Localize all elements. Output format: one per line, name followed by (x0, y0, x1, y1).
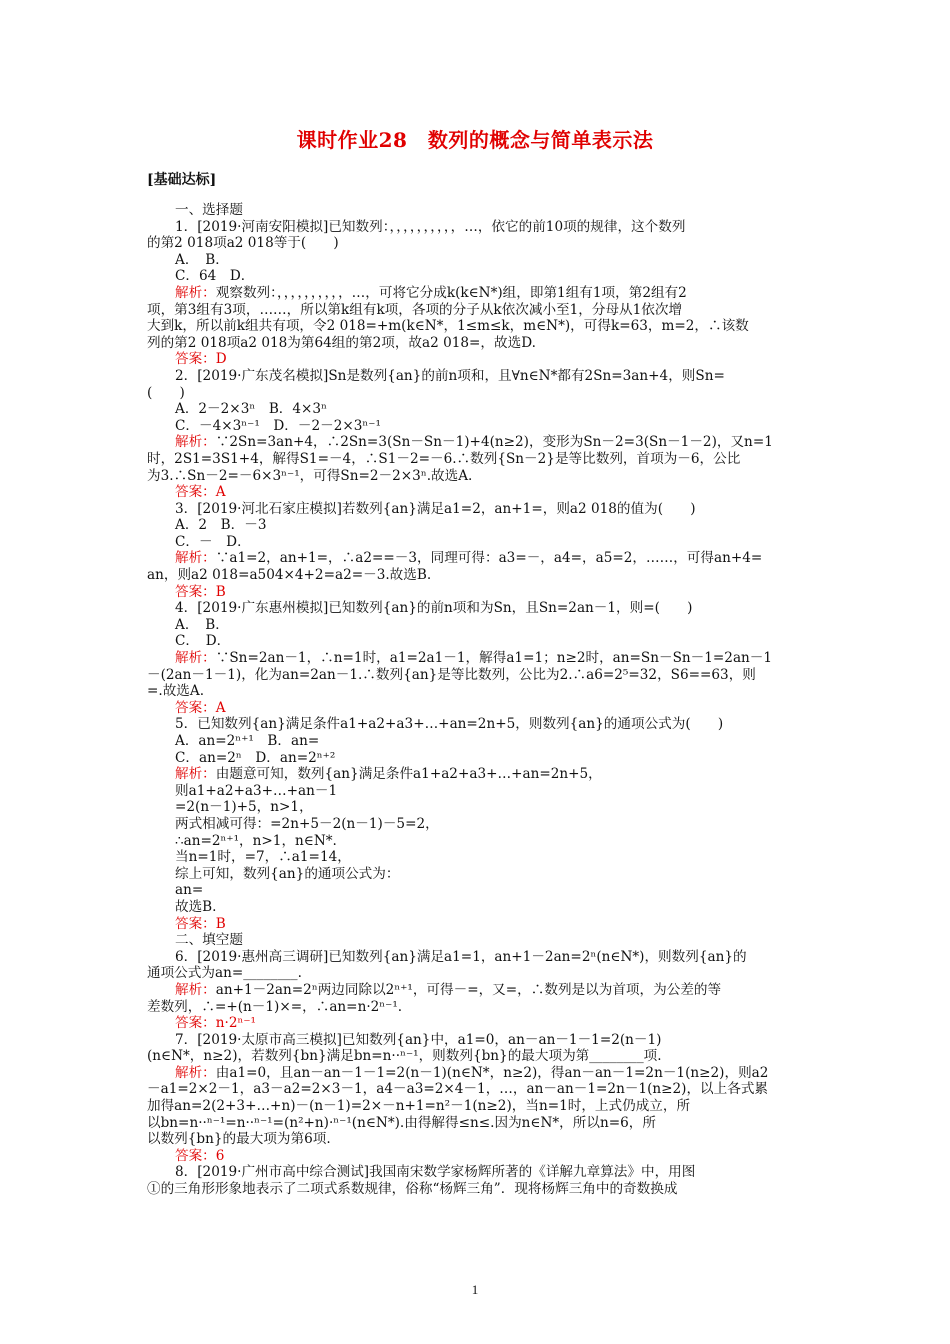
text-line (147, 650, 808, 667)
text-line: 通项公式为an=________. (147, 965, 302, 982)
text-line: －(2an－1－1)，化为an=2an－1.∴数列{an}是等比数列，公比为2.∴a6=2⁵=32，S6==63，则 (147, 666, 756, 683)
line-text: 由a1=0，且an－an－1－1=2(n－1)(n∈N*，n≥2)，得an－an－1=2n－1(n≥2)，则a2 (215, 1064, 769, 1081)
text-line (147, 1015, 808, 1032)
text-line: 综上可知，数列{an}的通项公式为： (175, 865, 400, 882)
text-line: A． B． (175, 251, 229, 268)
line-text: 由题意可知，数列{an}满足条件a1+a2+a3+…+an=2n+5， (215, 766, 602, 783)
text-line: A．2 B．－3 (175, 517, 267, 534)
line-text: ∵a1=2，an+1=，∴a2==－3，同理可得：a3=－，a4=，a5=2，……，可得an+4= (215, 550, 763, 567)
document-body (147, 172, 808, 1198)
text-line: 一、选择题 (175, 202, 243, 218)
text-line (147, 584, 808, 601)
text-line: 列的第2 018项a2 018为第64组的第2项，故a2 018=，故选D. (147, 334, 536, 351)
text-lines (147, 202, 808, 1198)
text-line: 当n=1时，=7，∴a1=14， (175, 849, 351, 866)
solution-label: 解析： (175, 981, 216, 998)
page-title: 课时作业28 数列的概念与简单表示法 (296, 128, 654, 152)
text-line: 以bn=n··ⁿ⁻¹=n··ⁿ⁻¹=(n²+n)·ⁿ⁻¹(n∈N*).由得解得≤n≤.因为n∈N*，所以n=6，所 (147, 1114, 656, 1131)
text-line: －a1=2×2－1，a3－a2=2×3－1，a4－a3=2×4－1，…，an－an－1=2n－1(n≥2)，以上各式累 (147, 1081, 769, 1098)
text-line: 5．已知数列{an}满足条件a1+a2+a3+…+an=2n+5，则数列{an}的通项公式为( ) (175, 716, 724, 733)
text-line: ( ) (147, 384, 185, 401)
text-line: 1．[2019·河南安阳模拟]已知数列：，，，，，，，，，，…，依它的前10项的规律，这个数列 (175, 218, 686, 235)
answer-label: 答案： (175, 1015, 216, 1032)
line-text: A (215, 484, 226, 501)
text-line: 则a1+a2+a3+…+an－1 (175, 782, 338, 799)
text-line: 2．[2019·广东茂名模拟]Sn是数列{an}的前n项和，且∀n∈N*都有2Sn=3an+4，则Sn= (175, 367, 725, 384)
text-line: an，则a2 018=a504×4+2=a2=－3.故选B. (147, 567, 432, 584)
text-line: 二、填空题 (175, 932, 243, 949)
text-line (147, 434, 808, 451)
answer-label: 答案： (175, 699, 216, 716)
answer-label: 答案： (175, 915, 216, 932)
text-line (147, 982, 808, 999)
text-line: 项，第3组有3项，……，所以第k组有k项，各项的分子从k依次减小至1，分母从1依次增 (147, 301, 683, 318)
text-line: ∴an=2ⁿ⁺¹，n>1，n∈N*. (175, 832, 337, 849)
text-line: 故选B. (175, 898, 217, 915)
solution-label: 解析： (175, 284, 216, 301)
text-line (147, 1065, 808, 1082)
answer-label: 答案： (175, 583, 216, 600)
line-text: A (215, 699, 226, 716)
text-line (147, 484, 808, 501)
text-line: an= (175, 882, 204, 899)
line-text: an+1－2an=2ⁿ两边同除以2ⁿ⁺¹，可得－=，又=，∴数列是以为首项，为公差的等 (215, 981, 722, 998)
text-line: 的第2 018项a2 018等于( ) (147, 235, 339, 252)
text-line: 加得an=2(2+3+…+n)－(n－1)=2×－n+1=n²－1(n≥2)，当n=1时，上式仍成立，所 (147, 1098, 691, 1115)
text-line: =2(n－1)+5，n>1， (175, 799, 313, 816)
line-text: ∵2Sn=3an+4，∴2Sn=3(Sn－Sn－1)+4(n≥2)，变形为Sn－2=3(Sn－1－2)，又n=1 (215, 434, 773, 451)
text-line: C．－ D． (175, 533, 251, 550)
text-line (147, 1148, 808, 1165)
text-line: 差数列，∴=+(n－1)×=，∴an=n·2ⁿ⁻¹. (147, 998, 403, 1015)
text-line (147, 766, 808, 783)
answer-label: 答案： (175, 1147, 216, 1164)
page-number: 1 (471, 1282, 479, 1297)
text-line: 3．[2019·河北石家庄模拟]若数列{an}满足a1=2，an+1=，则a2 018的值为( ) (175, 500, 696, 517)
text-line: 两式相减可得：=2n+5－2(n－1)－5=2， (175, 815, 439, 832)
solution-label: 解析： (175, 434, 216, 451)
text-line: 6．[2019·惠州高三调研]已知数列{an}满足a1=1，an+1－2an=2ⁿ(n∈N*)，则数列{an}的 (175, 948, 747, 965)
text-line: =.故选A. (147, 683, 205, 700)
line-text: 6 (215, 1147, 225, 1164)
text-line: ①的三角形形象地表示了二项式系数规律，俗称“杨辉三角”．现将杨辉三角中的奇数换成 (147, 1181, 678, 1198)
line-text: D (215, 351, 227, 368)
answer-label: 答案： (175, 484, 216, 501)
solution-label: 解析： (175, 650, 216, 667)
section-label: [基础达标] (147, 172, 217, 188)
line-text: 观察数列：，，，，，，，，，，…，可将它分成k(k∈N*)组，即第1组有1项，第2组有2 (215, 284, 687, 301)
text-line (147, 285, 808, 302)
line-text: B (215, 915, 226, 932)
answer-label: 答案： (175, 351, 216, 368)
text-line: 4．[2019·广东惠州模拟]已知数列{an}的前n项和为Sn，且Sn=2an－1，则=( ) (175, 600, 693, 617)
line-text: ∵Sn=2an－1，∴n=1时，a1=2a1－1，解得a1=1；n≥2时，an=Sn－Sn－1=2an－1 (215, 650, 773, 667)
text-line: (n∈N*，n≥2)，若数列{bn}满足bn=n··ⁿ⁻¹，则数列{bn}的最大项为第________项. (147, 1048, 662, 1065)
text-line: C．－4×3ⁿ⁻¹ D．－2－2×3ⁿ⁻¹ (175, 417, 381, 434)
text-line (147, 351, 808, 368)
solution-label: 解析： (175, 550, 216, 567)
text-line: A．2－2×3ⁿ B．4×3ⁿ (175, 401, 327, 418)
text-line: C．64 D． (175, 268, 255, 285)
text-line (147, 550, 808, 567)
text-line (147, 916, 808, 933)
text-line (147, 700, 808, 717)
text-line: C．an=2ⁿ D．an=2ⁿ⁺² (175, 749, 336, 766)
solution-label: 解析： (175, 1064, 216, 1081)
text-line: 时，2S1=3S1+4，解得S1=－4，∴S1－2=－6.∴数列{Sn－2}是等比数列，首项为－6，公比 (147, 450, 741, 467)
text-line: A．an=2ⁿ⁺¹ B．an= (175, 733, 320, 749)
text-line: 为3.∴Sn－2=－6×3ⁿ⁻¹，可得Sn=2－2×3ⁿ.故选A. (147, 467, 473, 484)
solution-label: 解析： (175, 766, 216, 783)
line-text: B (215, 583, 226, 600)
line-text: n·2ⁿ⁻¹ (215, 1015, 257, 1032)
text-line: A． B． (175, 616, 229, 633)
text-line: 8．[2019·广州市高中综合测试]我国南宋数学家杨辉所著的《详解九章算法》中，用图 (175, 1164, 696, 1181)
text-line: 大到k，所以前k组共有项，令2 018=+m(k∈N*，1≤m≤k，m∈N*)，可得k=63，m=2，∴该数 (147, 318, 749, 335)
text-line: C． D． (175, 633, 231, 650)
text-line: 7．[2019·太原市高三模拟]已知数列{an}中，a1=0，an－an－1－1=2(n－1) (175, 1031, 662, 1048)
text-line: 以数列{bn}的最大项为第6项. (147, 1131, 331, 1148)
